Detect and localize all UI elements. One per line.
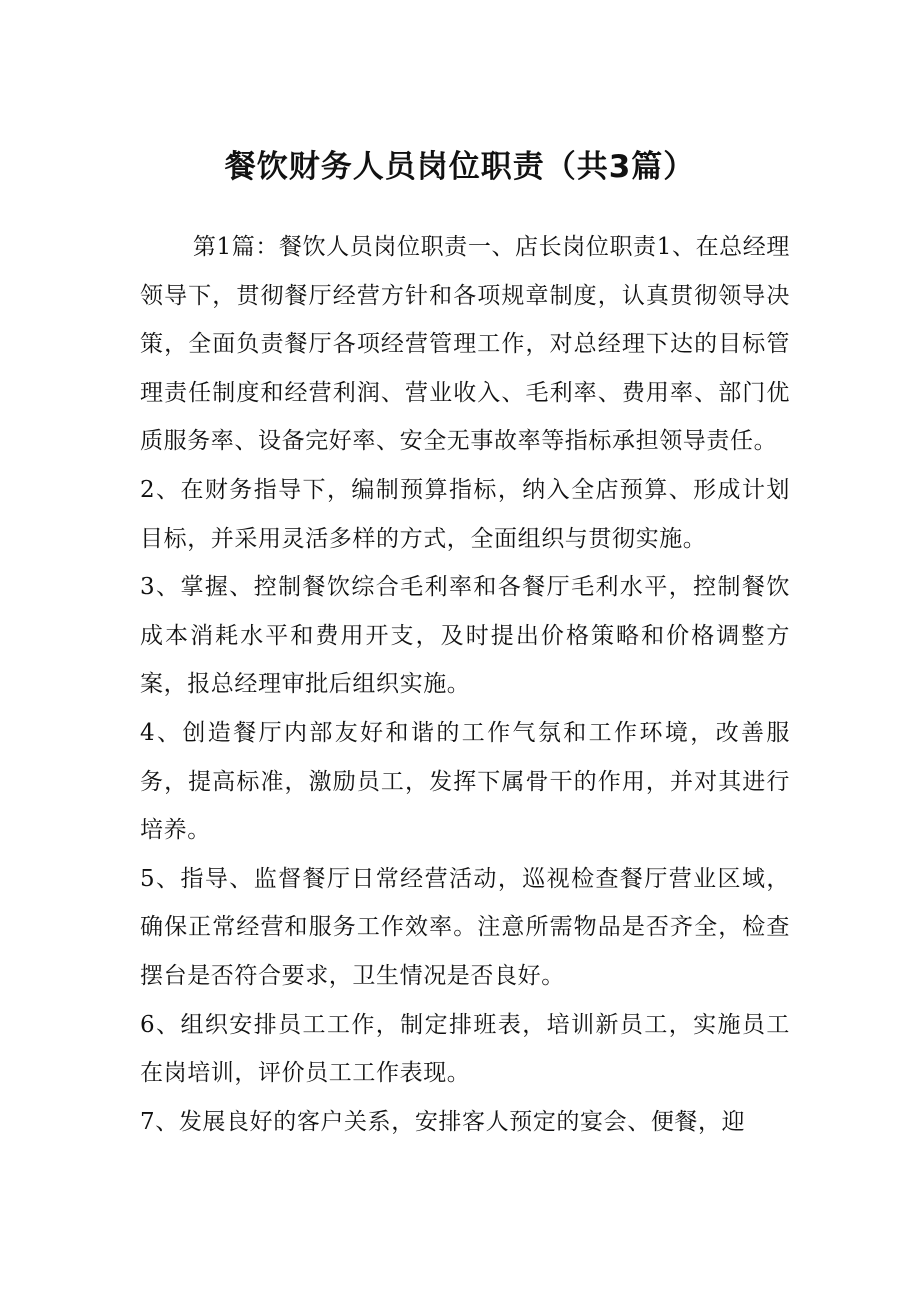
document-title: 餐饮财务人员岗位职责（共3篇）: [224, 149, 696, 185]
document-body: [140, 223, 790, 1146]
paragraph-item-3: 3、掌握、控制餐饮综合毛利率和各餐厅毛利水平，控制餐饮成本消耗水平和费用开支，及时提出价格策略和价格调整方案，报总经理审批后组织实施。: [140, 574, 790, 698]
paragraph-intro: 第1篇：餐饮人员岗位职责一、店长岗位职责1、在总经理领导下，贯彻餐厅经营方针和各项规章制度，认真贯彻领导决策，全面负责餐厅各项经营管理工作，对总经理下达的目标管理责任制度和经营利润、营业收入、毛利率、费用率、部门优质服务率、设备完好率、安全无事故率等指标承担领导责任。: [140, 234, 790, 455]
paragraph-item-7: 7、发展良好的客户关系，安排客人预定的宴会、便餐，迎: [140, 1108, 746, 1135]
paragraph-item-4: 4、创造餐厅内部友好和谐的工作气氛和工作环境，改善服务，提高标准，激励员工，发挥下属骨干的作用，并对其进行培养。: [140, 719, 790, 844]
paragraph-item-6: 6、组织安排员工工作，制定排班表，培训新员工，实施员工在岗培训，评价员工工作表现。: [140, 1011, 790, 1087]
paragraph-item-5: 5、指导、监督餐厅日常经营活动，巡视检查餐厅营业区域，确保正常经营和服务工作效率。注意所需物品是否齐全，检查摆台是否符合要求，卫生情况是否良好。: [140, 865, 790, 989]
paragraph-item-2: 2、在财务指导下，编制预算指标，纳入全店预算、形成计划目标，并采用灵活多样的方式，全面组织与贯彻实施。: [140, 476, 790, 552]
